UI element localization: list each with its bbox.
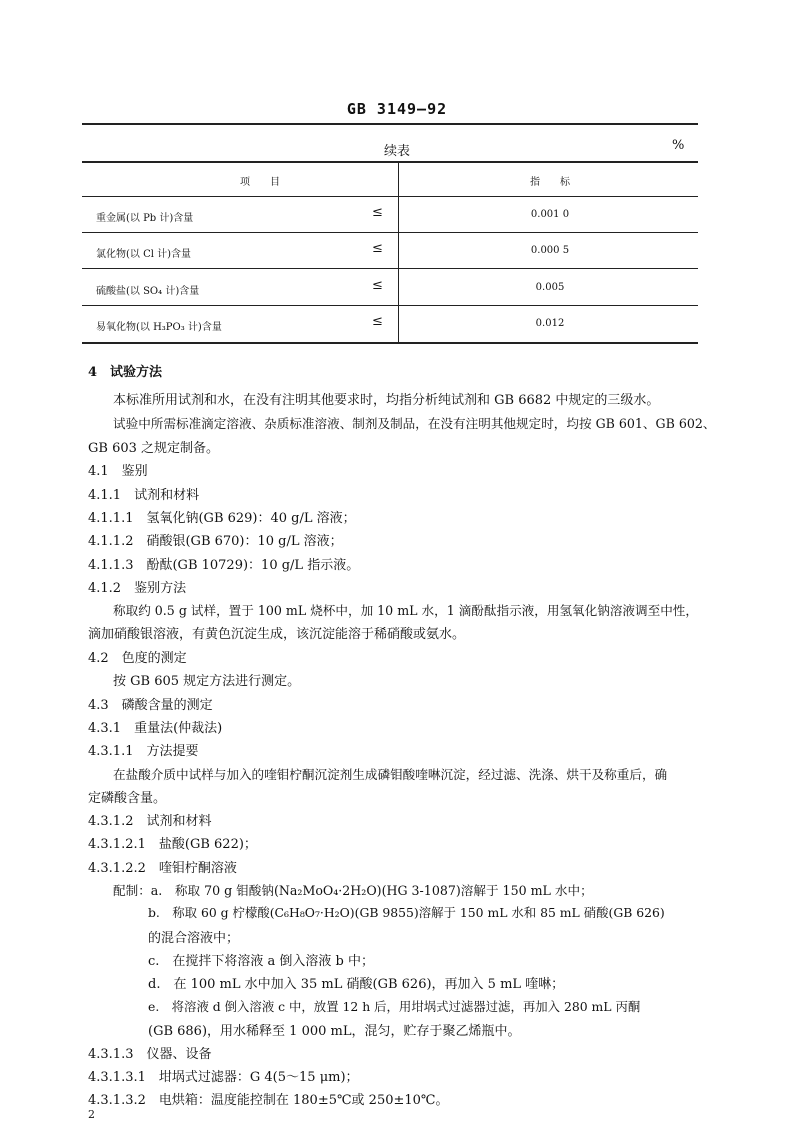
table-row-rule [82, 268, 698, 269]
paragraph-line: 试验中所需标准滴定溶液、杂质标准溶液、制剂及制品，在没有注明其他规定时，均按 GB 601、GB 602、 [113, 416, 716, 431]
table-row-rule [82, 232, 698, 233]
less-equal-symbol: ≤ [372, 205, 383, 220]
paragraph-line: 4.3.1.2.1 盐酸(GB 622)； [88, 837, 257, 852]
column-header-item: 项 目 [240, 177, 280, 188]
paragraph-line: 的混合溶液中； [148, 931, 240, 946]
paragraph-line: 本标准所用试剂和水，在没有注明其他要求时，均指分析纯试剂和 GB 6682 中规定的三级水。 [113, 393, 660, 408]
paragraph-line: 定磷酸含量。 [88, 791, 167, 806]
table-row-value: 0.012 [535, 318, 565, 329]
subsection-heading: 4.3 磷酸含量的测定 [88, 698, 213, 713]
subsection-heading: 4.3.1.3 仪器、设备 [88, 1047, 212, 1062]
subsection-heading: 4.3.1.2 试剂和材料 [88, 814, 212, 829]
table-top-rule [82, 161, 698, 163]
paragraph-line: 称取约 0.5 g 试样，置于 100 mL 烧杯中，加 10 mL 水，1 滴酚酞指示液，用氢氧化钠溶液调至中性， [113, 603, 698, 618]
paragraph-line: d. 在 100 mL 水中加入 35 mL 硝酸(GB 626)，再加入 5 mL 喹啉； [148, 977, 565, 992]
subsection-heading: 4.1.1 试剂和材料 [88, 488, 200, 503]
table-row-item: 重金属(以 Pb 计)含量 [96, 213, 194, 224]
subsection-heading: 4.1.2 鉴别方法 [88, 581, 187, 596]
paragraph-line: c. 在搅拌下将溶液 a 倒入溶液 b 中； [148, 954, 375, 969]
paragraph-line: e. 将溶液 d 倒入溶液 c 中，放置 12 h 后，用坩埚式过滤器过滤，再加入 280 mL 丙酮 [148, 999, 641, 1014]
paragraph-line: GB 603 之规定制备。 [88, 441, 220, 456]
paragraph-line: 4.1.1.3 酚酞(GB 10729)：10 g/L 指示液。 [88, 558, 360, 573]
table-row-item: 易氧化物(以 H₃PO₃ 计)含量 [96, 322, 222, 333]
paragraph-line: 滴加硝酸银溶液，有黄色沉淀生成，该沉淀能溶于稀硝酸或氨水。 [88, 627, 466, 642]
paragraph-line: (GB 686)，用水稀释至 1 000 mL，混匀，贮存于聚乙烯瓶中。 [148, 1024, 521, 1039]
table-bottom-rule [82, 342, 698, 344]
subsection-heading: 4.2 色度的测定 [88, 651, 187, 666]
table-row-value: 0.005 [535, 282, 565, 293]
table-unit: % [672, 138, 685, 153]
table-row-item: 氯化物(以 Cl 计)含量 [96, 249, 192, 260]
paragraph-line: 4.3.1.3.1 坩埚式过滤器：G 4(5～15 μm)； [88, 1070, 359, 1085]
page-number: 2 [88, 1108, 95, 1121]
standard-code-header: GB 3149—92 [346, 100, 448, 118]
subsection-heading: 4.3.1.1 方法提要 [88, 744, 199, 759]
section-heading: 4 试验方法 [88, 365, 163, 380]
table-row-value: 0.001 0 [530, 209, 570, 220]
table-row-item: 硫酸盐(以 SO₄ 计)含量 [96, 286, 200, 297]
table-header-rule [82, 196, 698, 197]
paragraph-line: 按 GB 605 规定方法进行测定。 [113, 674, 301, 689]
table-column-divider [398, 161, 399, 342]
table-row-value: 0.000 5 [530, 245, 570, 256]
paragraph-line: 4.3.1.2.2 喹钼柠酮溶液 [88, 861, 237, 876]
paragraph-line: 4.1.1.2 硝酸银(GB 670)：10 g/L 溶液； [88, 534, 343, 549]
less-equal-symbol: ≤ [372, 314, 383, 329]
paragraph-line: 在盐酸介质中试样与加入的喹钼柠酮沉淀剂生成磷钼酸喹啉沉淀，经过滤、洗涤、烘干及称重后，确 [113, 767, 668, 782]
paragraph-line: b. 称取 60 g 柠檬酸(C₆H₈O₇·H₂O)(GB 9855)溶解于 150 mL 水和 85 mL 硝酸(GB 626) [148, 905, 665, 920]
paragraph-line: 4.3.1.3.2 电烘箱：温度能控制在 180±5℃或 250±10℃。 [88, 1093, 449, 1108]
subsection-heading: 4.3.1 重量法(仲裁法) [88, 721, 223, 736]
table-title: 续表 [383, 144, 410, 159]
column-header-value: 指 标 [530, 177, 570, 188]
less-equal-symbol: ≤ [372, 241, 383, 256]
less-equal-symbol: ≤ [372, 278, 383, 293]
paragraph-line: 配制：a. 称取 70 g 钼酸钠(Na₂MoO₄·2H₂O)(HG 3-1087)溶解于 150 mL 水中； [113, 883, 593, 898]
subsection-heading: 4.1 鉴别 [88, 464, 148, 479]
header-rule [82, 123, 698, 125]
table-row-rule [82, 305, 698, 306]
paragraph-line: 4.1.1.1 氢氧化钠(GB 629)：40 g/L 溶液； [88, 511, 356, 526]
